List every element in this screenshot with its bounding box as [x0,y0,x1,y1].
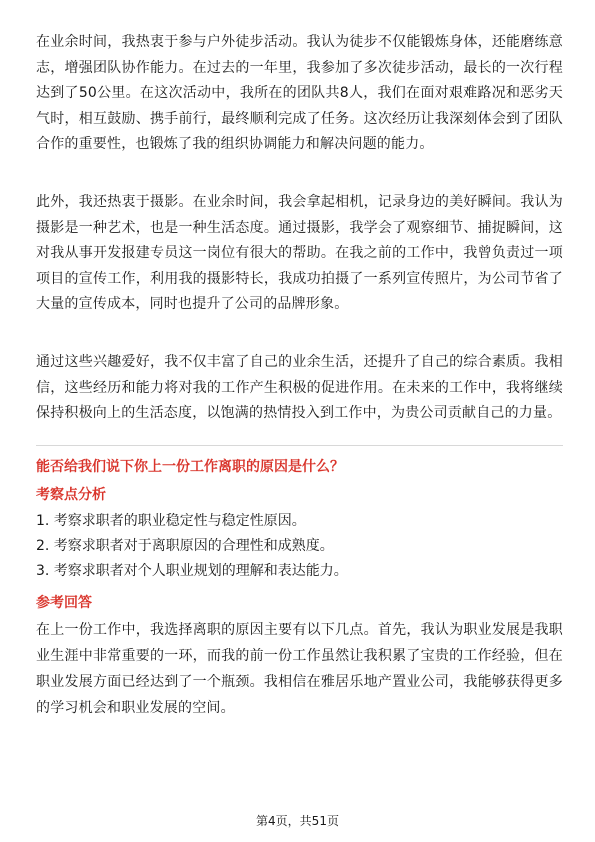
analysis-heading: 考察点分析 [36,486,106,503]
analysis-point: 1. 考察求职者的职业稳定性与稳定性原因。 [36,512,306,529]
analysis-point: 3. 考察求职者对个人职业规划的理解和表达能力。 [36,562,348,579]
reference-answer-heading: 参考回答 [36,594,92,611]
analysis-point-list [36,509,563,584]
reference-answer-text: 在上一份工作中，我选择离职的原因主要有以下几点。首先，我认为职业发展是我职业生涯中非常重要的一环，而我的前一份工作虽然让我积累了宝贵的工作经验，但在职业发展方面已经达到了一个瓶颈。我相信在雅居乐地产置业公司，我能够获得更多的学习机会和职业发展的空间。 [36,621,563,716]
paragraph-summary: 通过这些兴趣爱好，我不仅丰富了自己的业余生活，还提升了自己的综合素质。我相信，这些经历和能力将对我的工作产生积极的促进作用。在未来的工作中，我将继续保持积极向上的生活态度，以饱满的热情投入到工作中，为贵公司贡献自己的力量。 [36,353,563,422]
section-divider [36,445,563,446]
analysis-point: 2. 考察求职者对于离职原因的合理性和成熟度。 [36,537,334,554]
paragraph-photography: 此外，我还热衷于摄影。在业余时间，我会拿起相机，记录身边的美好瞬间。我认为摄影是一种艺术，也是一种生活态度。通过摄影，我学会了观察细节、捕捉瞬间，这对我从事开发报建专员这一岗位有很大的帮助。在我之前的工作中，我曾负责过一项项目的宣传工作，利用我的摄影特长，我成功拍摄了一系列宣传照片，为公司节省了大量的宣传成本，同时也提升了公司的品牌形象。 [36,193,563,313]
paragraph-hiking: 在业余时间，我热衷于参与户外徒步活动。我认为徒步不仅能锻炼身体，还能磨练意志，增强团队协作能力。在过去的一年里，我参加了多次徒步活动，最长的一次行程达到了50公里。在这次活动中，我所在的团队共8人，我们在面对艰难路况和恶劣天气时，相互鼓励、携手前行，最终顺利完成了任务。这次经历让我深刻体会到了团队合作的重要性，也锻炼了我的组织协调能力和解决问题的能力。 [36,34,563,153]
interview-question: 能否给我们说下你上一份工作离职的原因是什么？ [36,458,344,475]
document-body [36,30,563,721]
page-number: 第4页，共51页 [256,814,339,828]
